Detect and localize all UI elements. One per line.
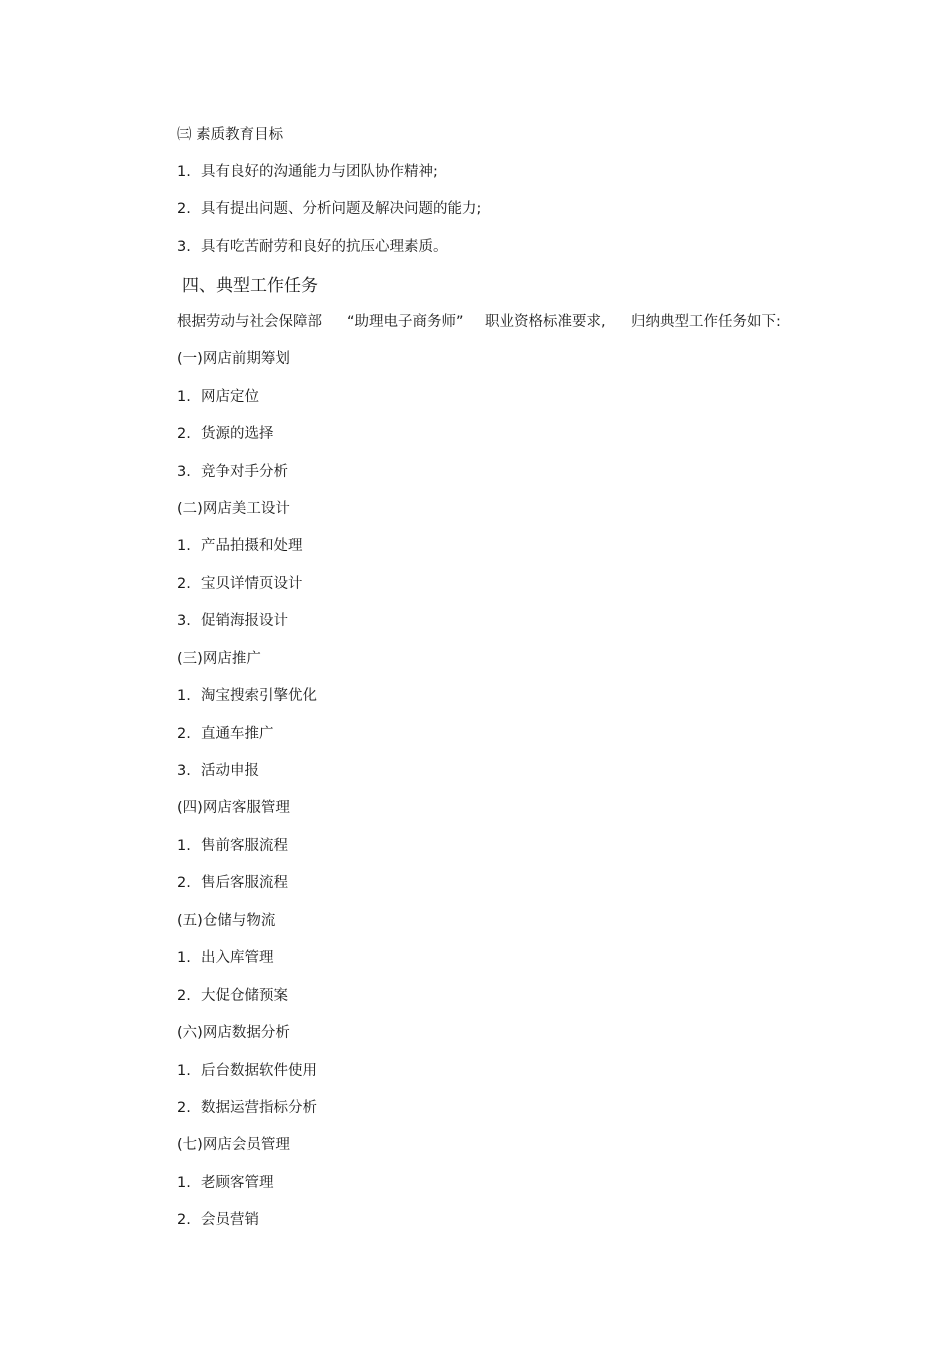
item-text: 具有良好的沟通能力与团队协作精神; — [201, 164, 438, 180]
group-6-title: (六)网店数据分析 — [177, 1025, 290, 1041]
item-number: 1. — [177, 164, 191, 180]
item-text: 直通车推广 — [201, 726, 274, 742]
group-7-item-1 — [177, 1174, 274, 1192]
item-text: 数据运营指标分析 — [201, 1100, 317, 1116]
item-number: 2. — [177, 576, 191, 592]
item-number: 3. — [177, 613, 191, 629]
item-number: 1. — [177, 538, 191, 554]
item-number: 3. — [177, 763, 191, 779]
group-2-title: (二)网店美工设计 — [177, 501, 290, 517]
item-number: 2. — [177, 988, 191, 1004]
intro-part-2: “助理电子商务师” — [347, 314, 464, 330]
group-5-title: (五)仓储与物流 — [177, 913, 276, 929]
intro-part-1: 根据劳动与社会保障部 — [177, 314, 322, 330]
item-text: 后台数据软件使用 — [201, 1063, 317, 1079]
item-text: 老顾客管理 — [201, 1175, 274, 1191]
item-text: 售后客服流程 — [201, 875, 288, 891]
item-number: 1. — [177, 1063, 191, 1079]
item-number: 2. — [177, 426, 191, 442]
group-7-title: (七)网店会员管理 — [177, 1137, 290, 1153]
item-number: 1. — [177, 389, 191, 405]
item-number: 2. — [177, 1100, 191, 1116]
group-5-item-1 — [177, 949, 274, 967]
section4-intro — [177, 313, 781, 331]
item-text: 网店定位 — [201, 389, 259, 405]
group-1-item-2 — [177, 425, 274, 443]
intro-part-3: 职业资格标准要求, — [485, 314, 606, 330]
section3-item-1 — [177, 163, 438, 181]
group-4-title: (四)网店客服管理 — [177, 800, 290, 816]
item-number: 1. — [177, 1175, 191, 1191]
group-3-item-3 — [177, 762, 259, 780]
item-text: 产品拍摄和处理 — [201, 538, 303, 554]
group-1-title: (一)网店前期筹划 — [177, 351, 290, 367]
item-text: 货源的选择 — [201, 426, 274, 442]
group-5-item-2 — [177, 987, 288, 1005]
section3-item-3 — [177, 238, 448, 256]
group-3-title: (三)网店推广 — [177, 651, 261, 667]
section3-title: ㈢ 素质教育目标 — [177, 127, 284, 143]
item-text: 售前客服流程 — [201, 838, 288, 854]
item-number: 2. — [177, 726, 191, 742]
item-text: 竞争对手分析 — [201, 464, 288, 480]
group-2-item-2 — [177, 575, 303, 593]
item-text: 促销海报设计 — [201, 613, 288, 629]
item-number: 1. — [177, 688, 191, 704]
group-2-item-1 — [177, 537, 303, 555]
group-1-item-1 — [177, 388, 259, 406]
item-number: 1. — [177, 950, 191, 966]
group-4-item-1 — [177, 837, 288, 855]
item-text: 宝贝详情页设计 — [201, 576, 303, 592]
item-text: 具有吃苦耐劳和良好的抗压心理素质。 — [201, 239, 448, 255]
item-number: 2. — [177, 201, 191, 217]
item-number: 2. — [177, 875, 191, 891]
item-text: 具有提出问题、分析问题及解决问题的能力; — [201, 201, 482, 217]
group-3-item-1 — [177, 687, 317, 705]
section3-item-2 — [177, 200, 481, 218]
group-2-item-3 — [177, 612, 288, 630]
section4-heading: 四、典型工作任务 — [182, 276, 318, 296]
group-1-item-3 — [177, 463, 288, 481]
item-text: 会员营销 — [201, 1212, 259, 1228]
item-number: 2. — [177, 1212, 191, 1228]
group-3-item-2 — [177, 725, 274, 743]
intro-part-4: 归纳典型工作任务如下: — [631, 314, 781, 330]
item-number: 3. — [177, 464, 191, 480]
item-text: 活动申报 — [201, 763, 259, 779]
group-4-item-2 — [177, 874, 288, 892]
item-text: 出入库管理 — [201, 950, 274, 966]
item-number: 3. — [177, 239, 191, 255]
group-6-item-2 — [177, 1099, 317, 1117]
item-number: 1. — [177, 838, 191, 854]
group-6-item-1 — [177, 1062, 317, 1080]
item-text: 淘宝搜索引擎优化 — [201, 688, 317, 704]
group-7-item-2 — [177, 1211, 259, 1229]
item-text: 大促仓储预案 — [201, 988, 288, 1004]
